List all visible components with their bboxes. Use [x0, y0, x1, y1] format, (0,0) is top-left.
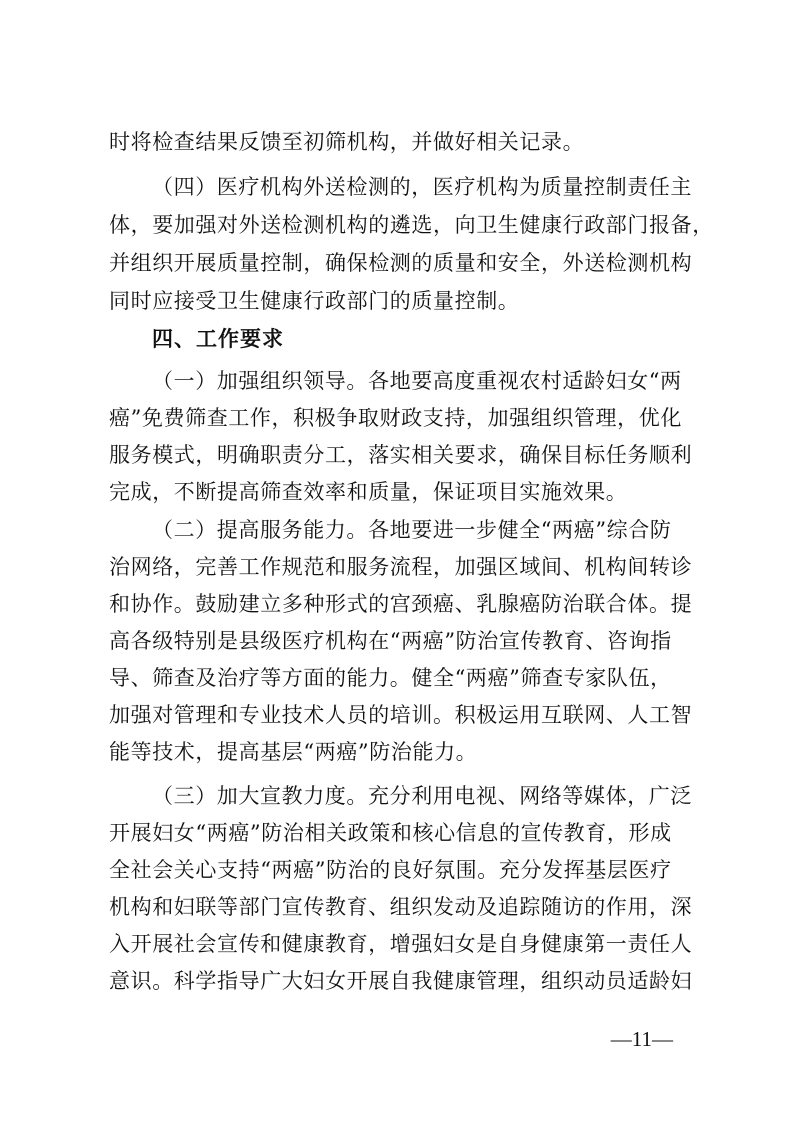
text-line: （四）医疗机构外送检测的，医疗机构为质量控制责任主: [152, 175, 692, 199]
text-line: 和协作。鼓励建立多种形式的宫颈癌、乳腺癌防治联合体。提: [109, 592, 693, 616]
text-line: （一）加强组织领导。各地要高度重视农村适龄妇女“两: [152, 369, 682, 393]
text-line: 癌”免费筛查工作，积极争取财政支持，加强组织管理，优化: [109, 406, 682, 430]
text-line: 同时应接受卫生健康行政部门的质量控制。: [109, 289, 520, 313]
text-line: 并组织开展质量控制，确保检测的质量和安全，外送检测机构: [109, 251, 693, 275]
text-line: 加强对管理和专业技术人员的培训。积极运用互联网、人工智: [109, 703, 693, 727]
text-line: 高各级特别是县级医疗机构在“两癌”防治宣传教育、咨询指: [109, 629, 672, 653]
text-line: 意识。科学指导广大妇女开展自我健康管理，组织动员适龄妇: [109, 969, 693, 993]
text-line: 机构和妇联等部门宣传教育、组织发动及追踪随访的作用，深: [109, 895, 693, 919]
text-line: 开展妇女“两癌”防治相关政策和核心信息的宣传教育，形成: [109, 821, 672, 845]
text-line: 能等技术，提高基层“两癌”防治能力。: [109, 740, 478, 764]
text-line: 体，要加强对外送检测机构的遴选，向卫生健康行政部门报备，: [109, 213, 714, 237]
text-line: 导、筛查及治疗等方面的能力。健全“两癌”筛查专家队伍，: [109, 666, 672, 690]
text-line: 治网络，完善工作规范和服务流程，加强区域间、机构间转诊: [109, 555, 693, 579]
text-line: 全社会关心支持“两癌”防治的良好氛围。充分发挥基层医疗: [109, 858, 672, 882]
text-line: （三）加大宣教力度。充分利用电视、网络等媒体，广泛: [152, 784, 692, 808]
text-line: 入开展社会宣传和健康教育，增强妇女是自身健康第一责任人: [109, 932, 693, 956]
page-number: —11—: [610, 1027, 673, 1051]
text-line: 时将检查结果反馈至初筛机构，并做好相关记录。: [109, 130, 585, 154]
section-heading: 四、工作要求: [152, 327, 284, 351]
text-line: 完成，不断提高筛查效率和质量，保证项目实施效果。: [109, 480, 628, 504]
text-line: （二）提高服务能力。各地要进一步健全“两癌”综合防: [152, 518, 672, 542]
text-line: 服务模式，明确职责分工，落实相关要求，确保目标任务顺利: [109, 443, 693, 467]
